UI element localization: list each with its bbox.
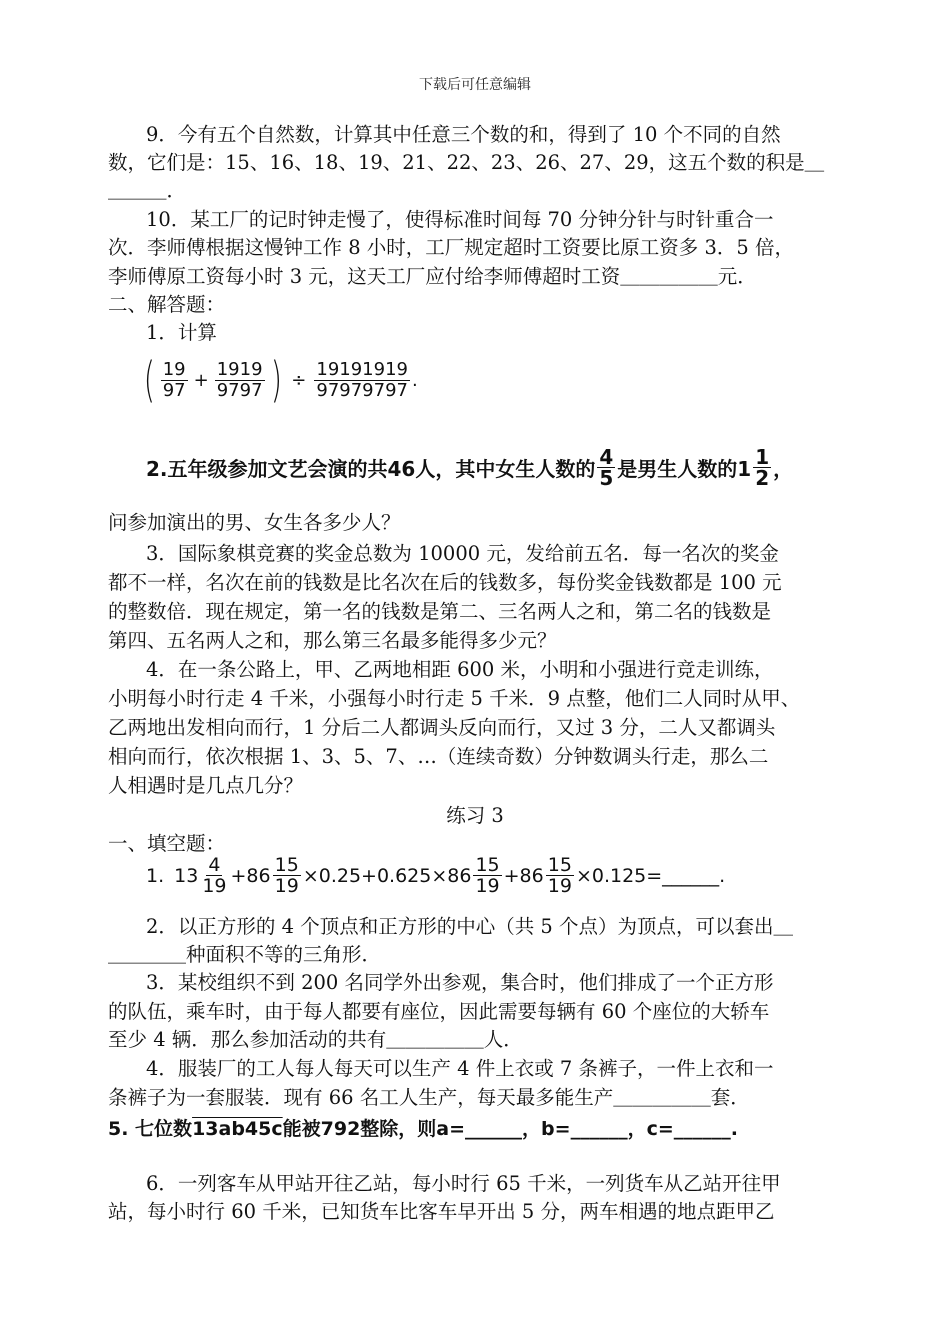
divide-sign: ÷ — [291, 369, 307, 391]
fraction: $\frac{15}{19}$ — [547, 854, 572, 897]
fraction: $\frac{19}{97}$ — [162, 358, 186, 401]
period: . — [412, 369, 418, 391]
fill-blank-2-line2: ＿＿＿＿种面积不等的三角形． — [108, 943, 382, 966]
problem-10-line1: 10．某工厂的记时钟走慢了，使得标准时间每 70 分钟分针与时针重合一 — [146, 208, 774, 231]
question-4-line5: 人相遇时是几点几分？ — [108, 774, 304, 797]
question-4-line2: 小明每小时行走 4 千米，小强每小时行走 5 千米．9 点整，他们二人同时从甲、 — [108, 687, 801, 710]
question-2-line1: 2.五年级参加文艺会演的共46人，其中女生人数的 $\frac{4}{5}$ 是男生人数的1 $\frac{1}{2}$ ， — [146, 445, 794, 490]
fraction: $\frac{4}{5}$ — [599, 445, 614, 490]
question-3-line3: 的整数倍．现在规定，第一名的钱数是第二、三名两人之和，第二名的钱数是 — [108, 600, 772, 623]
problem-10-line2: 次．李师傅根据这慢钟工作 8 小时，工厂规定超时工资要比原工资多 3．5 倍， — [108, 236, 795, 259]
question-3-line2: 都不一样，名次在前的钱数是比名次在后的钱数多，每份奖金钱数都是 100 元 — [108, 571, 782, 594]
calc-expression-1 — [140, 352, 418, 408]
problem-9-line2: 数，它们是：15、16、18、19、21、22、23、26、27、29，这五个数的积是＿ — [108, 151, 825, 174]
fill-blank-3-line3: 至少 4 辆．那么参加活动的共有＿＿＿＿＿人． — [108, 1028, 523, 1051]
question-2-line2: 问参加演出的男、女生各多少人？ — [108, 511, 401, 534]
fill-blank-6-line1: 6．一列客车从甲站开往乙站，每小时行 65 千米，一列货车从乙站开往甲 — [146, 1172, 781, 1195]
question-4-line4: 相向而行，依次根据 1、3、5、7、…（连续奇数）分钟数调头行走，那么二 — [108, 745, 769, 768]
left-paren: ( — [143, 352, 155, 408]
fill-blank-2-line1: 2．以正方形的 4 个顶点和正方形的中心（共 5 个点）为顶点，可以套出＿ — [146, 915, 794, 938]
fraction: $\frac{15}{19}$ — [475, 854, 500, 897]
question-3-line4: 第四、五名两人之和，那么第三名最多能得多少元？ — [108, 629, 557, 652]
fraction: $\frac{1}{2}$ — [755, 445, 770, 490]
fill-blank-4-line1: 4．服装厂的工人每人每天可以生产 4 件上衣或 7 条裤子，一件上衣和一 — [146, 1057, 774, 1080]
plus-sign: + — [193, 369, 209, 391]
question-4-line3: 乙两地出发相向而行，1 分后二人都调头反向而行，又过 3 分，二人又都调头 — [108, 716, 776, 739]
problem-9-line1: 9．今有五个自然数，计算其中任意三个数的和，得到了 10 个不同的自然 — [146, 123, 781, 146]
page-header: 下载后可任意编辑 — [419, 77, 531, 93]
fill-blank-1-expression: 1. 13 $\frac{4}{19}$ +86 $\frac{15}{19}$ ×0.25+0.625×86 $\frac{15}{19}$ +86 $\frac{15}{19}$ ×0.125=______. — [146, 854, 726, 897]
fill-blank-3-line2: 的队伍，乘车时，由于每人都要有座位，因此需要每辆有 60 个座位的大轿车 — [108, 1000, 770, 1023]
fraction: $\frac{1919}{9797}$ — [216, 358, 263, 401]
section-2-heading: 二、解答题： — [108, 293, 226, 316]
question-1-label: 1．计算 — [146, 321, 217, 344]
fraction: $\frac{19191919}{97979797}$ — [316, 358, 408, 401]
fraction: $\frac{4}{19}$ — [202, 854, 227, 897]
right-paren: ) — [270, 352, 282, 408]
overlined-number: 13ab45c — [192, 1118, 283, 1140]
question-3-line1: 3．国际象棋竞赛的奖金总数为 10000 元，发给前五名．每一名次的奖金 — [146, 542, 779, 565]
exercise-3-title: 练习 3 — [446, 804, 504, 827]
fill-blank-3-line1: 3．某校组织不到 200 名同学外出参观，集合时，他们排成了一个正方形 — [146, 971, 774, 994]
fraction: $\frac{15}{19}$ — [274, 854, 299, 897]
fill-blank-4-line2: 条裤子为一套服装．现有 66 名工人生产，每天最多能生产＿＿＿＿＿套． — [108, 1086, 750, 1109]
fill-blank-6-line2: 站，每小时行 60 千米，已知货车比客车早开出 5 分，两车相遇的地点距甲乙 — [108, 1200, 775, 1223]
fill-blank-5: 5. 七位数13ab45c能被792整除，则a=______，b=______，c=______. — [108, 1118, 738, 1140]
problem-9-line3: ＿＿＿． — [108, 179, 187, 202]
question-4-line1: 4．在一条公路上，甲、乙两地相距 600 米，小明和小强进行竞走训练， — [146, 658, 774, 681]
problem-10-line3: 李师傅原工资每小时 3 元，这天工厂应付给李师傅超时工资＿＿＿＿＿元． — [108, 265, 757, 288]
section-1-heading: 一、填空题： — [108, 832, 226, 855]
